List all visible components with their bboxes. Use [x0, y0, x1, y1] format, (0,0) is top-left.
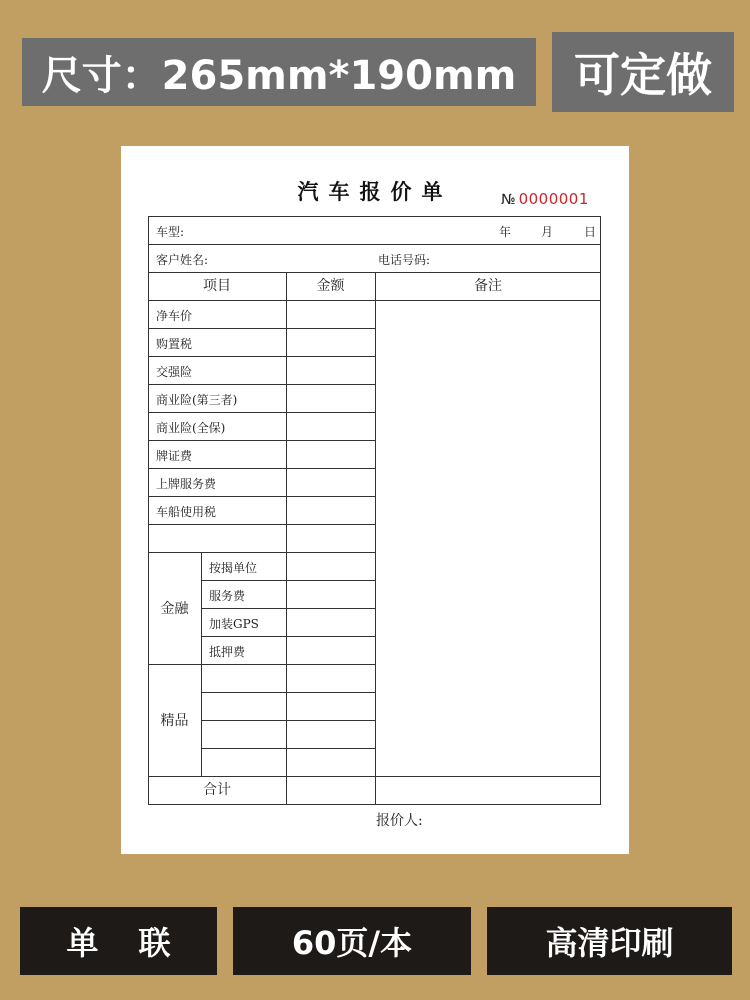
item-row-label: 车船使用税	[156, 505, 217, 519]
item-row-label: 净车价	[156, 309, 193, 323]
quote-form-sheet	[121, 146, 629, 854]
month-label: 月	[541, 225, 554, 239]
quote-table	[148, 216, 601, 804]
serial-value: 0000001	[518, 190, 589, 208]
year-label: 年	[499, 225, 512, 239]
pages-per-book-badge: 60页/本	[233, 907, 471, 975]
quoter-label: 报价人:	[376, 813, 423, 829]
finance-item-label: 加装GPS	[209, 617, 259, 631]
customizable-badge: 可定做	[552, 32, 734, 112]
day-label: 日	[584, 225, 597, 239]
customer-name-label: 客户姓名:	[156, 253, 209, 267]
item-row-label: 商业险(第三者)	[156, 393, 238, 407]
serial-number	[501, 190, 589, 208]
finance-group-label: 金融	[160, 601, 189, 617]
hd-print-badge: 高清印刷	[487, 907, 732, 975]
total-label: 合计	[203, 782, 231, 798]
header-remark: 备注	[474, 278, 502, 294]
finance-item-label: 按揭单位	[209, 561, 258, 575]
item-row-label: 购置税	[156, 337, 193, 351]
car-model-label: 车型:	[156, 225, 185, 239]
single-copy-badge: 单联	[20, 907, 217, 975]
size-banner: 尺寸：265mm*190mm	[22, 38, 536, 106]
phone-label: 电话号码:	[378, 253, 431, 267]
finance-item-label: 抵押费	[209, 645, 246, 659]
item-row-label: 牌证费	[156, 449, 193, 463]
form-title: 汽车报价单	[297, 179, 453, 204]
boutique-group-label: 精品	[160, 713, 189, 729]
number-sign: №	[501, 192, 516, 208]
header-amount: 金额	[316, 278, 345, 294]
item-row-label: 上牌服务费	[156, 477, 217, 491]
item-row-label: 商业险(全保)	[156, 421, 226, 435]
header-item: 项目	[203, 278, 231, 294]
finance-item-label: 服务费	[209, 589, 246, 603]
item-row-label: 交强险	[156, 365, 193, 379]
